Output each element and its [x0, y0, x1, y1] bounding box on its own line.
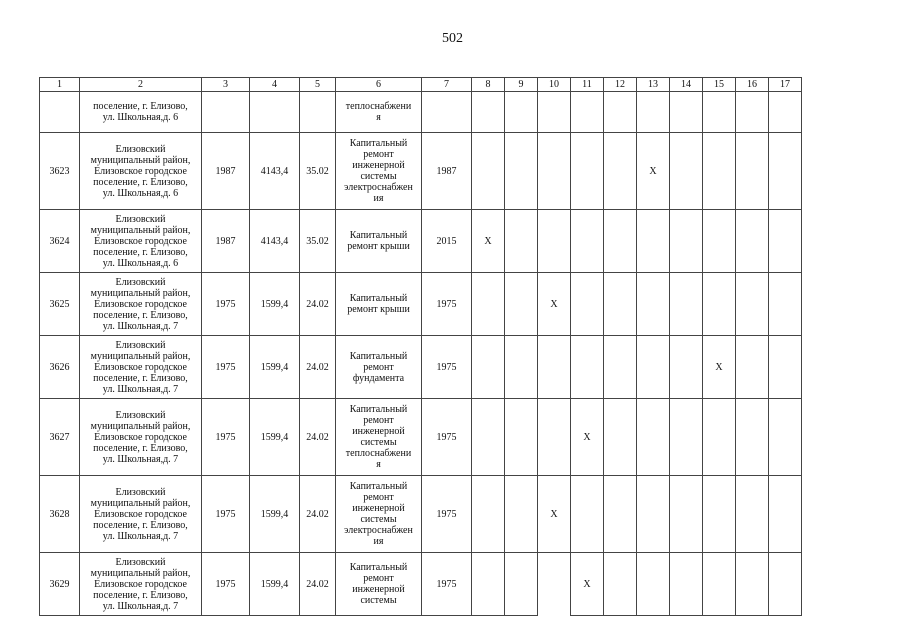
table-cell	[670, 553, 703, 616]
column-number: 8	[472, 78, 505, 92]
table-cell	[703, 210, 736, 273]
table-cell	[538, 553, 571, 616]
table-cell: 35.02	[300, 133, 336, 210]
table-cell	[604, 92, 637, 133]
table-cell	[769, 336, 802, 399]
table-cell	[637, 336, 670, 399]
table-cell	[604, 399, 637, 476]
table-cell	[736, 210, 769, 273]
table-cell: 1975	[422, 553, 472, 616]
table-row	[40, 553, 802, 616]
table-cell	[538, 133, 571, 210]
table-cell: 3623	[40, 133, 80, 210]
table-cell	[670, 336, 703, 399]
column-number: 2	[80, 78, 202, 92]
table-cell: 1599,4	[250, 336, 300, 399]
table-cell	[670, 273, 703, 336]
table-cell: теплоснабжени я	[336, 92, 422, 133]
table-cell	[736, 273, 769, 336]
table-cell	[736, 399, 769, 476]
table-cell: Капитальный ремонт инженерной системы	[336, 553, 422, 616]
table-cell	[538, 399, 571, 476]
table-cell: 1987	[202, 133, 250, 210]
table-cell: Капитальный ремонт инженерной системы теплоснабжени я	[336, 399, 422, 476]
table-cell	[505, 476, 538, 553]
table-cell: 3629	[40, 553, 80, 616]
table-cell	[422, 92, 472, 133]
table-cell: 1975	[202, 273, 250, 336]
column-number: 9	[505, 78, 538, 92]
column-number: 16	[736, 78, 769, 92]
table-cell	[637, 399, 670, 476]
table-cell	[604, 336, 637, 399]
table-cell	[472, 336, 505, 399]
table-cell	[670, 210, 703, 273]
table-cell: поселение, г. Елизово, ул. Школьная,д. 6	[80, 92, 202, 133]
column-number: 15	[703, 78, 736, 92]
table-cell: 24.02	[300, 273, 336, 336]
table-row	[40, 92, 802, 133]
table-cell	[505, 133, 538, 210]
table-cell	[736, 476, 769, 553]
table-row	[40, 336, 802, 399]
table-cell	[202, 92, 250, 133]
table-cell: 3627	[40, 399, 80, 476]
table-cell: 1975	[202, 399, 250, 476]
table-cell	[571, 273, 604, 336]
table-row	[40, 133, 802, 210]
table-cell	[505, 399, 538, 476]
table-cell	[769, 133, 802, 210]
table-cell: Капитальный ремонт крыши	[336, 273, 422, 336]
table-cell: Елизовский муниципальный район, Елизовское городское поселение, г. Елизово, ул. Школьная,д. 7	[80, 273, 202, 336]
table-cell	[637, 92, 670, 133]
table-cell	[538, 92, 571, 133]
table-cell: 24.02	[300, 476, 336, 553]
table-cell: Елизовский муниципальный район, Елизовское городское поселение, г. Елизово, ул. Школьная,д. 6	[80, 210, 202, 273]
table-cell	[571, 133, 604, 210]
table-cell	[300, 92, 336, 133]
column-number: 1	[40, 78, 80, 92]
table-cell: 1599,4	[250, 476, 300, 553]
table-cell: X	[571, 399, 604, 476]
table-cell: Капитальный ремонт фундамента	[336, 336, 422, 399]
table-cell	[571, 476, 604, 553]
table-cell	[637, 476, 670, 553]
table-cell	[637, 273, 670, 336]
table-cell	[505, 210, 538, 273]
table-cell	[472, 133, 505, 210]
table-cell: Елизовский муниципальный район, Елизовское городское поселение, г. Елизово, ул. Школьная,д. 7	[80, 336, 202, 399]
table-cell	[505, 553, 538, 616]
table-cell: 1975	[422, 336, 472, 399]
table-cell	[505, 92, 538, 133]
table-cell	[703, 133, 736, 210]
table-cell	[703, 399, 736, 476]
table-cell: Капитальный ремонт инженерной системы электроснабжен ия	[336, 133, 422, 210]
table-cell	[703, 92, 736, 133]
table-cell	[769, 476, 802, 553]
table-cell: 1987	[202, 210, 250, 273]
table-row	[40, 399, 802, 476]
table-cell	[472, 476, 505, 553]
table-cell: 1975	[422, 399, 472, 476]
table-cell: 24.02	[300, 336, 336, 399]
column-number: 4	[250, 78, 300, 92]
table-cell	[637, 210, 670, 273]
table-cell	[769, 553, 802, 616]
table-cell	[250, 92, 300, 133]
table-cell	[472, 273, 505, 336]
table-cell	[505, 273, 538, 336]
table-cell	[736, 336, 769, 399]
table-cell: 35.02	[300, 210, 336, 273]
table-cell: X	[538, 273, 571, 336]
table-cell: 1987	[422, 133, 472, 210]
table-cell: 4143,4	[250, 133, 300, 210]
table-cell	[604, 476, 637, 553]
table-cell: Елизовский муниципальный район, Елизовское городское поселение, г. Елизово, ул. Школьная,д. 7	[80, 553, 202, 616]
table-row	[40, 476, 802, 553]
column-number: 5	[300, 78, 336, 92]
table-cell: 4143,4	[250, 210, 300, 273]
table-cell	[604, 133, 637, 210]
column-number-row	[40, 78, 802, 92]
column-number: 14	[670, 78, 703, 92]
table-cell	[571, 92, 604, 133]
table-cell: 1975	[202, 553, 250, 616]
column-number: 3	[202, 78, 250, 92]
column-number: 11	[571, 78, 604, 92]
table-cell	[505, 336, 538, 399]
table-cell	[40, 92, 80, 133]
table-row	[40, 273, 802, 336]
table-cell: 24.02	[300, 553, 336, 616]
table-cell	[604, 210, 637, 273]
table-cell: 1975	[422, 476, 472, 553]
column-number: 17	[769, 78, 802, 92]
table-cell: Капитальный ремонт крыши	[336, 210, 422, 273]
table-cell	[703, 553, 736, 616]
table-cell	[670, 399, 703, 476]
table-cell: 3624	[40, 210, 80, 273]
table-cell	[472, 92, 505, 133]
table-cell: Капитальный ремонт инженерной системы электроснабжен ия	[336, 476, 422, 553]
table-cell	[736, 553, 769, 616]
table-cell	[538, 210, 571, 273]
table-cell: X	[637, 133, 670, 210]
table-cell: Елизовский муниципальный район, Елизовское городское поселение, г. Елизово, ул. Школьная,д. 7	[80, 476, 202, 553]
table-cell	[472, 553, 505, 616]
table-cell	[604, 553, 637, 616]
table-cell	[538, 336, 571, 399]
column-number: 10	[538, 78, 571, 92]
table-cell: 1599,4	[250, 399, 300, 476]
table-cell	[736, 92, 769, 133]
table-cell	[637, 553, 670, 616]
repair-schedule-table	[39, 77, 802, 616]
column-number: 12	[604, 78, 637, 92]
table-cell: 1975	[422, 273, 472, 336]
table-cell	[571, 210, 604, 273]
table-cell: X	[472, 210, 505, 273]
table-cell	[571, 336, 604, 399]
table-cell	[703, 476, 736, 553]
table-cell	[472, 399, 505, 476]
table-cell	[703, 273, 736, 336]
table-cell: 24.02	[300, 399, 336, 476]
table-cell	[670, 92, 703, 133]
column-number: 7	[422, 78, 472, 92]
table-cell	[670, 476, 703, 553]
table-cell	[736, 133, 769, 210]
table-cell	[769, 92, 802, 133]
table-cell	[670, 133, 703, 210]
table-cell: 1975	[202, 336, 250, 399]
table-cell	[769, 399, 802, 476]
column-number: 13	[637, 78, 670, 92]
table-cell	[769, 210, 802, 273]
table-cell: 1975	[202, 476, 250, 553]
table-cell: 1599,4	[250, 273, 300, 336]
table-cell: 3625	[40, 273, 80, 336]
table-cell: 3628	[40, 476, 80, 553]
table-cell	[769, 273, 802, 336]
table-cell: X	[703, 336, 736, 399]
column-number: 6	[336, 78, 422, 92]
table-cell: 2015	[422, 210, 472, 273]
table-cell: X	[571, 553, 604, 616]
table-cell: Елизовский муниципальный район, Елизовское городское поселение, г. Елизово, ул. Школьная,д. 6	[80, 133, 202, 210]
table-cell: X	[538, 476, 571, 553]
table-row	[40, 210, 802, 273]
table-cell: 1599,4	[250, 553, 300, 616]
table-cell: Елизовский муниципальный район, Елизовское городское поселение, г. Елизово, ул. Школьная,д. 7	[80, 399, 202, 476]
page-number: 502	[442, 31, 463, 46]
table-cell: 3626	[40, 336, 80, 399]
table-cell	[604, 273, 637, 336]
